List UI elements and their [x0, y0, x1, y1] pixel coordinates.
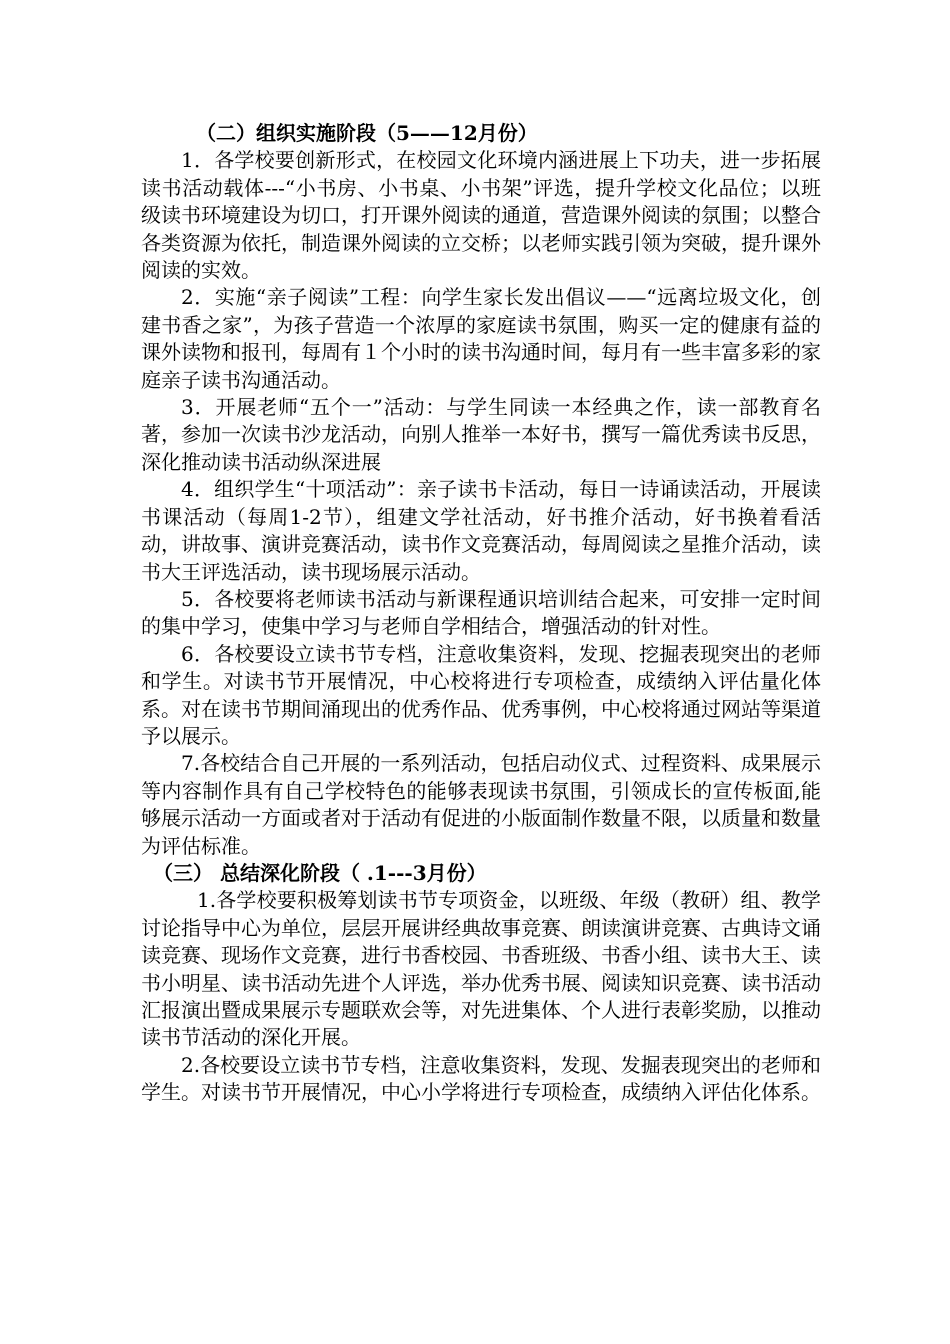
section-heading-summary: （三） 总结深化阶段（ .1---3月份）	[153, 860, 487, 885]
paragraph-item-7: 7.各校结合自己开展的一系列活动，包括启动仪式、过程资料、成果展示等内容制作具有自己学校特色的能够表现读书氛围，引领成长的宣传板面,能够展示活动一方面或者对于活动有促进的小版面制作数量不限，以质量和数量为评估标准。	[141, 751, 821, 858]
paragraph-summary-item-1: 1.各学校要积极筹划读书节专项资金，以班级、年级（教研）组、教学讨论指导中心为单位，层层开展讲经典故事竞赛、朗读演讲竞赛、古典诗文诵读竞赛、现场作文竞赛，进行书香校园、书香班级、书香小组、读书大王、读书小明星、读书活动先进个人评选，举办优秀书展、阅读知识竞赛、读书活动汇报演出暨成果展示专题联欢会等，对先进集体、个人进行表彰奖励，以推动读书节活动的深化开展。	[141, 888, 821, 1050]
paragraph-item-2: 2．实施“亲子阅读”工程：向学生家长发出倡议——“远离垃圾文化，创建书香之家”，为孩子营造一个浓厚的家庭读书氛围，购买一定的健康有益的课外读物和报刊，每周有１个小时的读书沟通时间，每月有一些丰富多彩的家庭亲子读书沟通活动。	[141, 285, 821, 392]
document-body	[141, 120, 821, 1107]
paragraph-item-3: 3．开展老师“五个一”活动：与学生同读一本经典之作，读一部教育名著，参加一次读书沙龙活动，向别人推举一本好书，撰写一篇优秀读书反思，深化推动读书活动纵深进展	[141, 395, 821, 474]
paragraph-item-1: 1．各学校要创新形式，在校园文化环境内涵进展上下功夫，进一步拓展读书活动载体---“小书房、小书桌、小书架”评选，提升学校文化品位；以班级读书环境建设为切口，打开课外阅读的通道，营造课外阅读的氛围；以整合各类资源为依托，制造课外阅读的立交桥；以老师实践引领为突破，提升课外阅读的实效。	[141, 148, 821, 283]
paragraph-item-6: 6．各校要设立读书节专档，注意收集资料，发现、挖掘表现突出的老师和学生。对读书节开展情况，中心校将进行专项检查，成绩纳入评估量化体系。对在读书节期间涌现出的优秀作品、优秀事例，中心校将通过网站等渠道予以展示。	[141, 641, 821, 748]
paragraph-item-5: 5．各校要将老师读书活动与新课程通识培训结合起来，可安排一定时间的集中学习，使集中学习与老师自学相结合，增强活动的针对性。	[141, 586, 821, 639]
paragraph-item-4: 4．组织学生“十项活动”：亲子读书卡活动，每日一诗诵读活动，开展读书课活动（每周1-2节），组建文学社活动，好书推介活动，好书换着看活动，讲故事、演讲竞赛活动，读书作文竞赛活动，每周阅读之星推介活动，读书大王评选活动，读书现场展示活动。	[141, 477, 821, 584]
section-heading-implementation: （二）组织实施阶段（5——12月份）	[196, 121, 538, 145]
paragraph-summary-item-2: 2.各校要设立读书节专档，注意收集资料，发现、发掘表现突出的老师和学生。对读书节开展情况，中心小学将进行专项检查，成绩纳入评估化体系。	[141, 1052, 821, 1105]
